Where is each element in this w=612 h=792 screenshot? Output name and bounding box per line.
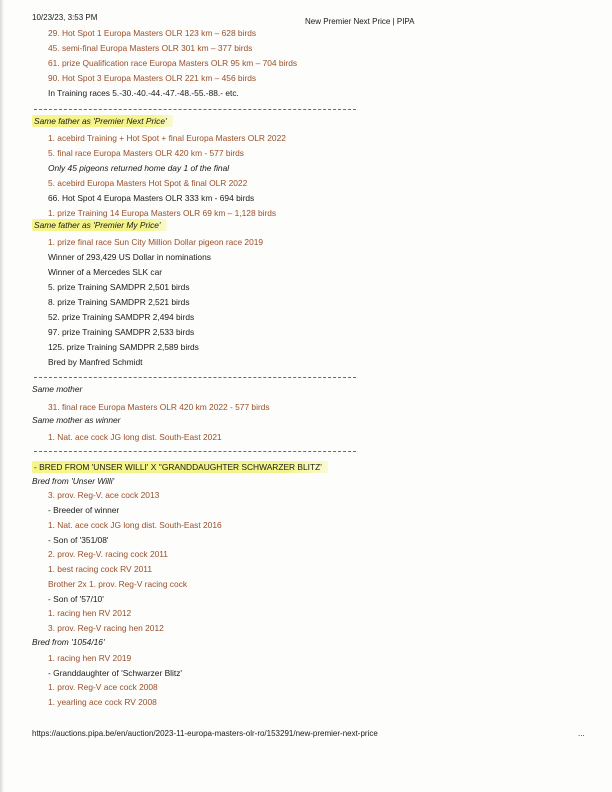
section-heading: Same father as 'Premier Next Price' — [32, 116, 173, 127]
result-line: 61. prize Qualification race Europa Masters OLR 95 km – 704 birds — [48, 58, 298, 68]
result-line: 8. prize Training SAMDPR 2,521 birds — [48, 297, 190, 307]
note-line: - Breeder of winner — [48, 505, 120, 515]
result-line: 1. prov. Reg-V ace cock 2008 — [48, 682, 158, 692]
result-line: 1. Nat. ace cock JG long dist. South-East 2021 — [48, 432, 222, 442]
section-heading: Same father as 'Premier My Price' — [32, 220, 167, 231]
result-line: 1. prize final race Sun City Million Dollar pigeon race 2019 — [48, 237, 264, 247]
result-line: Winner of 293,429 US Dollar in nominations — [48, 252, 211, 262]
breeder-line: Bred by Manfred Schmidt — [48, 357, 143, 367]
result-line: 5. acebird Europa Masters Hot Spot & final OLR 2022 — [48, 178, 248, 188]
page-title: New Premier Next Price | PIPA — [305, 17, 415, 26]
note-line: Only 45 pigeons returned home day 1 of the final — [48, 163, 230, 173]
result-line: 2. prov. Reg-V. racing cock 2011 — [48, 549, 168, 559]
section-heading: - BRED FROM 'UNSER WILLI' X ''GRANDDAUGHTER SCHWARZER BLITZ' — [32, 462, 328, 473]
result-line: Winner of a Mercedes SLK car — [48, 267, 163, 277]
section-heading: Same mother — [32, 384, 83, 394]
result-line: 90. Hot Spot 3 Europa Masters OLR 221 km – 456 birds — [48, 73, 257, 83]
scan-edge — [0, 0, 4, 792]
result-line: 5. final race Europa Masters OLR 420 km - 577 birds — [48, 148, 244, 158]
divider — [34, 109, 356, 110]
note-line: - Son of '57/10' — [48, 594, 104, 604]
footer-url: https://auctions.pipa.be/en/auction/2023-11-europa-masters-olr-ro/153291/new-premier-next-price — [32, 729, 378, 738]
result-line: 1. best racing cock RV 2011 — [48, 564, 152, 574]
result-line: 29. Hot Spot 1 Europa Masters OLR 123 km – 628 birds — [48, 28, 257, 38]
result-line: 31. final race Europa Masters OLR 420 km 2022 - 577 birds — [48, 402, 270, 412]
section-heading: Same mother as winner — [32, 415, 121, 425]
result-line: Brother 2x 1. prov. Reg-V racing cock — [48, 579, 188, 589]
training-line: In Training races 5.-30.-40.-44.-47.-48.-55.-88.- etc. — [48, 88, 239, 98]
result-line: 52. prize Training SAMDPR 2,494 birds — [48, 312, 195, 322]
divider — [34, 377, 356, 378]
result-line: 1. acebird Training + Hot Spot + final Europa Masters OLR 2022 — [48, 133, 286, 143]
result-line: 3. prov. Reg-V. ace cock 2013 — [48, 490, 160, 500]
sub-heading: Bred from 'Unser Willi' — [32, 476, 115, 486]
print-datetime: 10/23/23, 3:53 PM — [32, 13, 98, 22]
sub-heading: Bred from '1054/16' — [32, 637, 105, 647]
page-marker: ... — [578, 729, 585, 738]
result-line: 45. semi-final Europa Masters OLR 301 km – 377 birds — [48, 43, 253, 53]
result-line: 1. Nat. ace cock JG long dist. South-East 2016 — [48, 520, 222, 530]
result-line: 1. yearling ace cock RV 2008 — [48, 697, 157, 707]
result-line: 66. Hot Spot 4 Europa Masters OLR 333 km - 694 birds — [48, 193, 255, 203]
result-line: 1. racing hen RV 2012 — [48, 608, 132, 618]
result-line: 1. prize Training 14 Europa Masters OLR 69 km – 1,128 birds — [48, 208, 277, 218]
result-line: 97. prize Training SAMDPR 2,533 birds — [48, 327, 195, 337]
result-line: 125. prize Training SAMDPR 2,589 birds — [48, 342, 199, 352]
result-line: 3. prov. Reg-V racing hen 2012 — [48, 623, 164, 633]
note-line: - Granddaughter of 'Schwarzer Blitz' — [48, 668, 182, 678]
result-line: 1. racing hen RV 2019 — [48, 653, 132, 663]
note-line: - Son of '351/08' — [48, 535, 109, 545]
divider — [34, 451, 356, 452]
result-line: 5. prize Training SAMDPR 2,501 birds — [48, 282, 190, 292]
